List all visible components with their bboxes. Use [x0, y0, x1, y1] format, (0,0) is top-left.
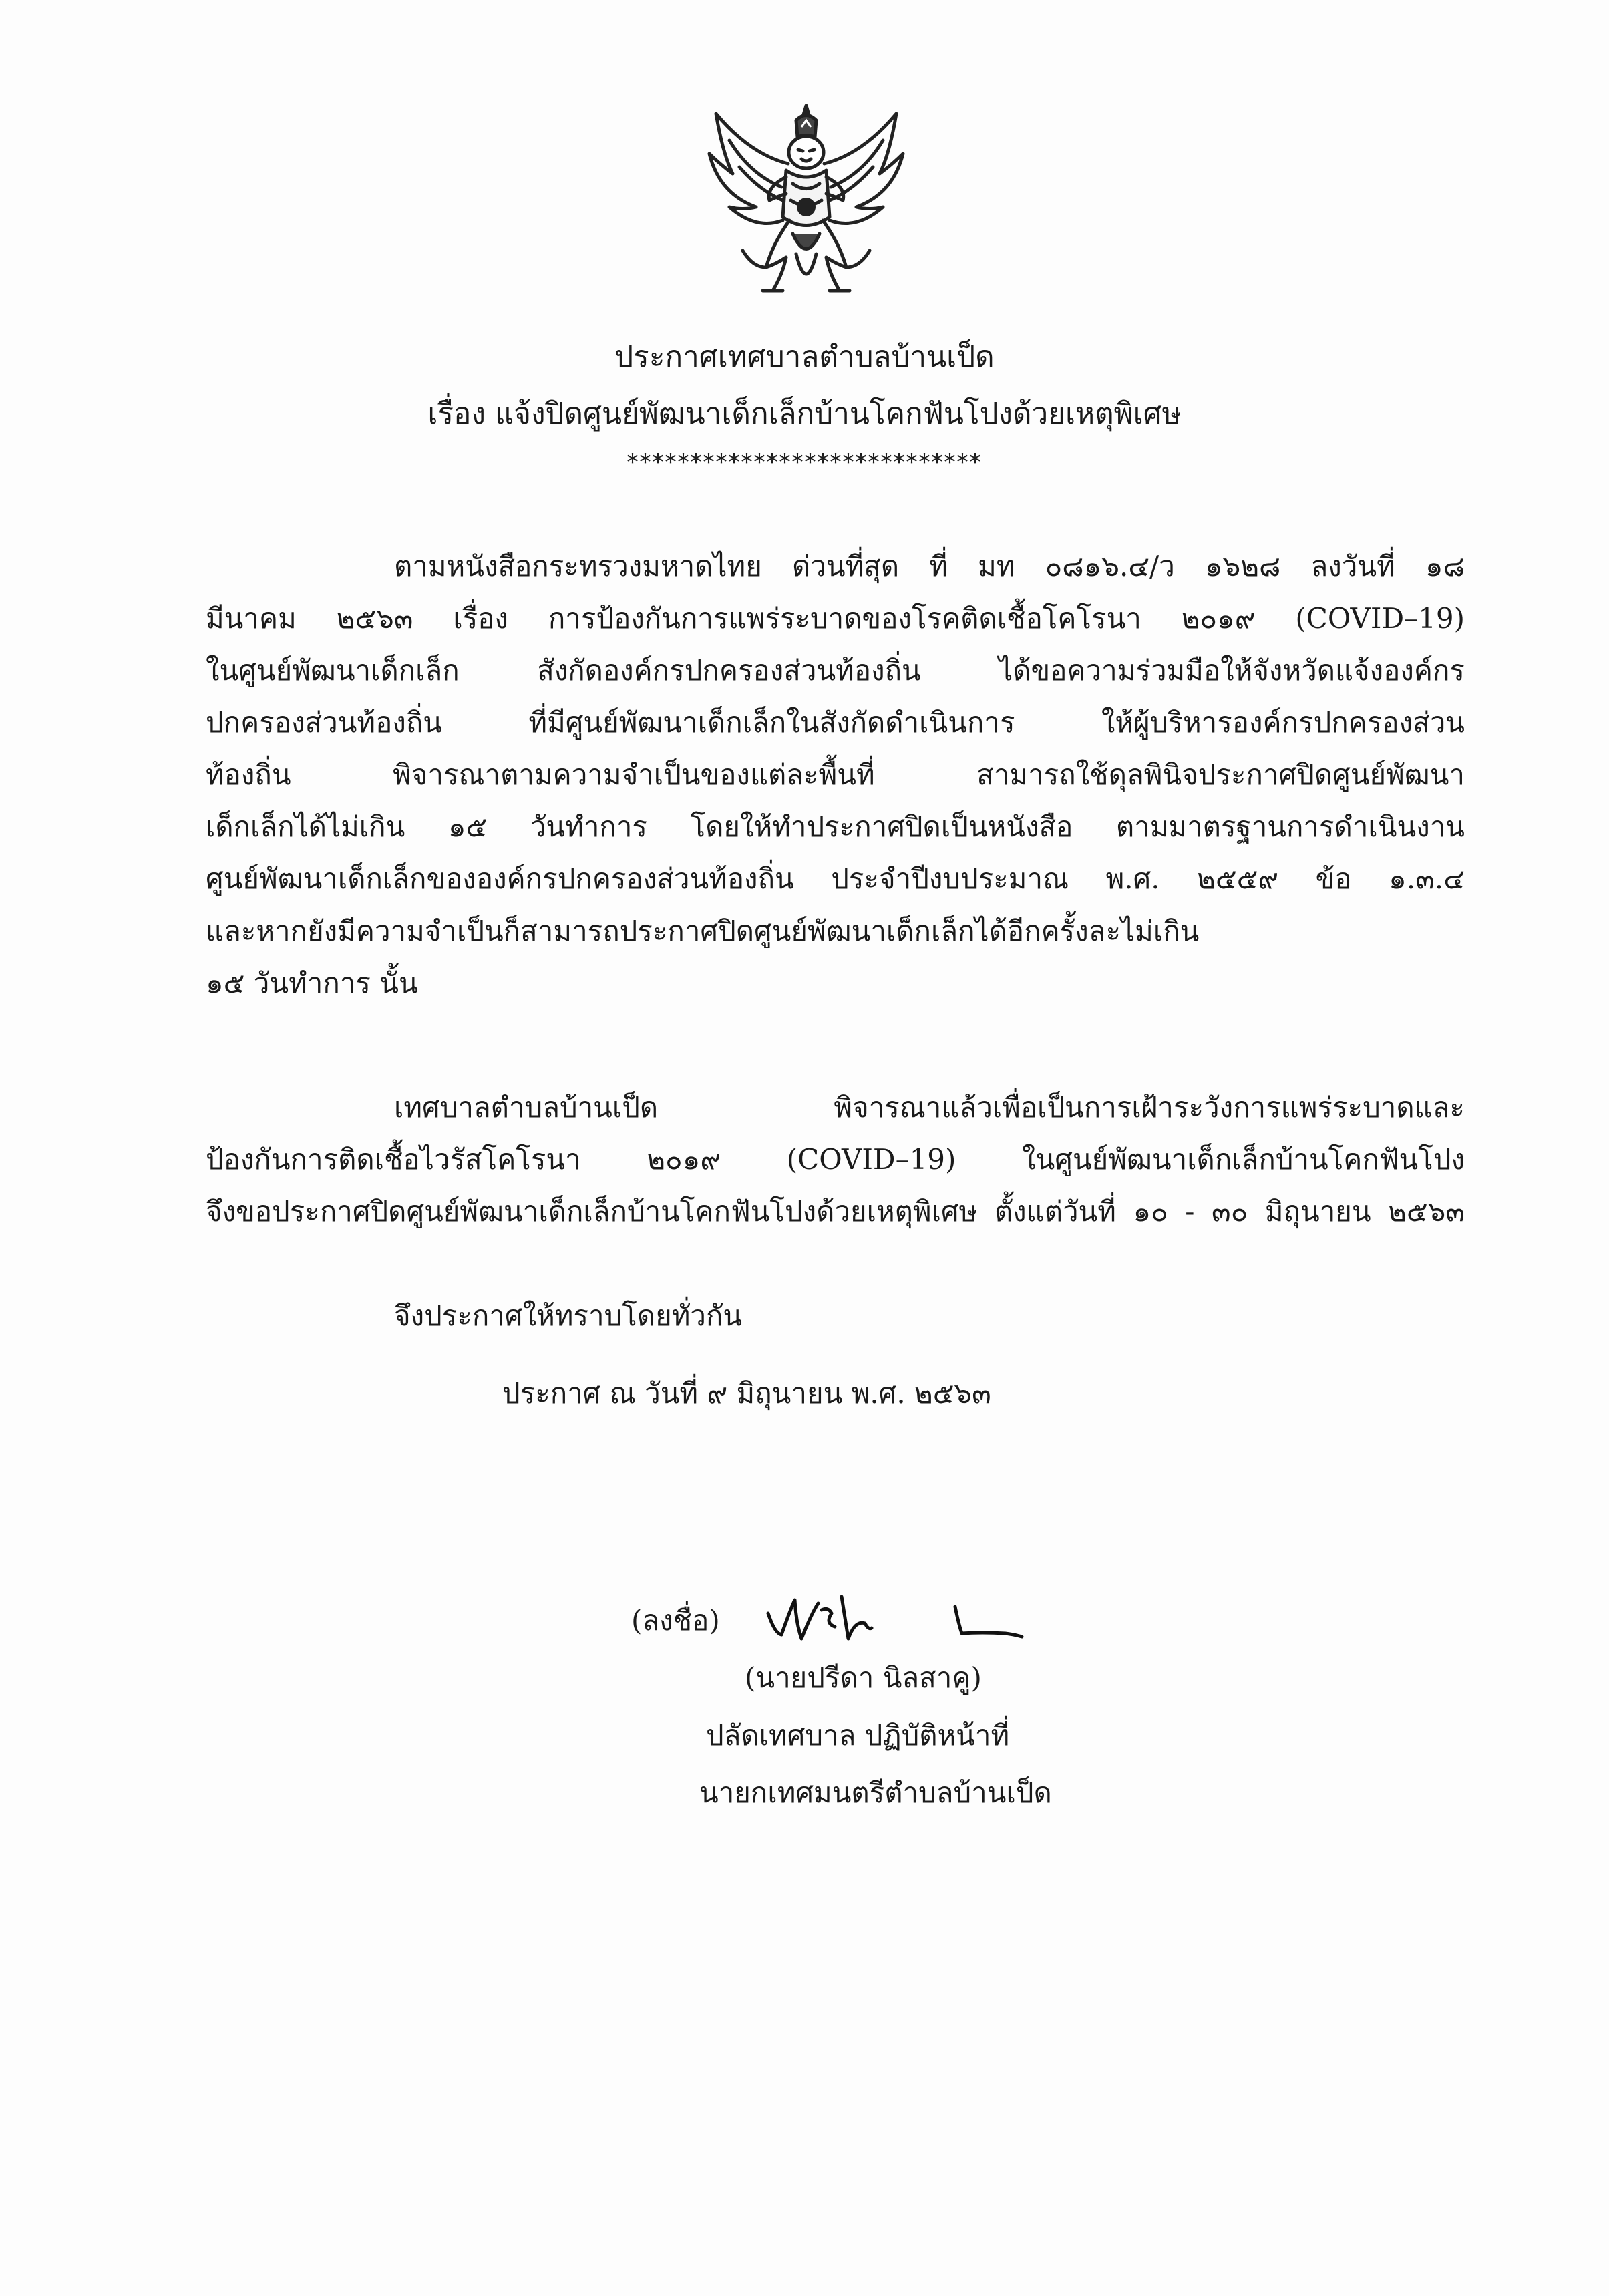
paragraph1-line: ในศูนย์พัฒนาเด็กเล็ก สังกัดองค์กรปกครองส่วนท้องถิ่น ได้ขอความร่วมมือให้จังหวัดแจ้งองค์กร	[206, 654, 1465, 687]
title-separator: ****************************	[627, 449, 982, 476]
announce-line: จึงประกาศให้ทราบโดยทั่วกัน	[394, 1299, 743, 1332]
signer-name: (นายปรีดา นิลสาคู)	[745, 1661, 982, 1694]
paragraph1-line: ศูนย์พัฒนาเด็กเล็กขององค์กรปกครองส่วนท้องถิ่น ประจำปีงบประมาณ พ.ศ. ๒๕๕๙ ข้อ ๑.๓.๔	[206, 862, 1465, 895]
announcement-subject: เรื่อง แจ้งปิดศูนย์พัฒนาเด็กเล็กบ้านโคกฟันโปงด้วยเหตุพิเศษ	[427, 397, 1182, 431]
paragraph2-line: ป้องกันการติดเชื้อไวรัสโคโรนา ๒๐๑๙ (COVID–19) ในศูนย์พัฒนาเด็กเล็กบ้านโคกฟันโปง	[206, 1143, 1465, 1176]
paragraph2-line: เทศบาลตำบลบ้านเป็ด พิจารณาแล้วเพื่อเป็นการเฝ้าระวังการแพร่ระบาดและ	[394, 1091, 1465, 1124]
announcement-title: ประกาศเทศบาลตำบลบ้านเป็ด	[614, 340, 995, 374]
paragraph1-line: ๑๕ วันทำการ นั้น	[206, 967, 418, 999]
paragraph1-line: ตามหนังสือกระทรวงมหาดไทย ด่วนที่สุด ที่ มท ๐๘๑๖.๔/ว ๑๖๒๘ ลงวันที่ ๑๘	[394, 550, 1465, 583]
signer-position: ปลัดเทศบาล ปฏิบัติหน้าที่	[706, 1719, 1010, 1752]
date-line: ประกาศ ณ วันที่ ๙ มิถุนายน พ.ศ. ๒๕๖๓	[502, 1377, 991, 1410]
garuda-emblem-icon	[703, 100, 910, 311]
handwritten-signature-icon	[755, 1587, 1055, 1653]
paragraph1-line: ปกครองส่วนท้องถิ่น ที่มีศูนย์พัฒนาเด็กเล็กในสังกัดดำเนินการ ให้ผู้บริหารองค์กรปกครองส่วน	[206, 706, 1465, 739]
paragraph1-line: เด็กเล็กได้ไม่เกิน ๑๕ วันทำการ โดยให้ทำประกาศปิดเป็นหนังสือ ตามมาตรฐานการดำเนินงาน	[206, 810, 1465, 843]
paragraph2-line: จึงขอประกาศปิดศูนย์พัฒนาเด็กเล็กบ้านโคกฟันโปงด้วยเหตุพิเศษ ตั้งแต่วันที่ ๑๐ - ๓๐ มิถุนายน ๒๕๖๓	[206, 1195, 1465, 1228]
paragraph1-line: มีนาคม ๒๕๖๓ เรื่อง การป้องกันการแพร่ระบาดของโรคติดเชื้อโคโรนา ๒๐๑๙ (COVID–19)	[206, 602, 1465, 635]
signer-office: นายกเทศมนตรีตำบลบ้านเป็ด	[699, 1776, 1052, 1809]
sign-label: (ลงชื่อ)	[631, 1604, 720, 1637]
paragraph1-line: ท้องถิ่น พิจารณาตามความจำเป็นของแต่ละพื้นที่ สามารถใช้ดุลพินิจประกาศปิดศูนย์พัฒนา	[206, 758, 1465, 791]
paragraph1-line: และหากยังมีความจำเป็นก็สามารถประกาศปิดศูนย์พัฒนาเด็กเล็กได้อีกครั้งละไม่เกิน	[206, 915, 1200, 947]
